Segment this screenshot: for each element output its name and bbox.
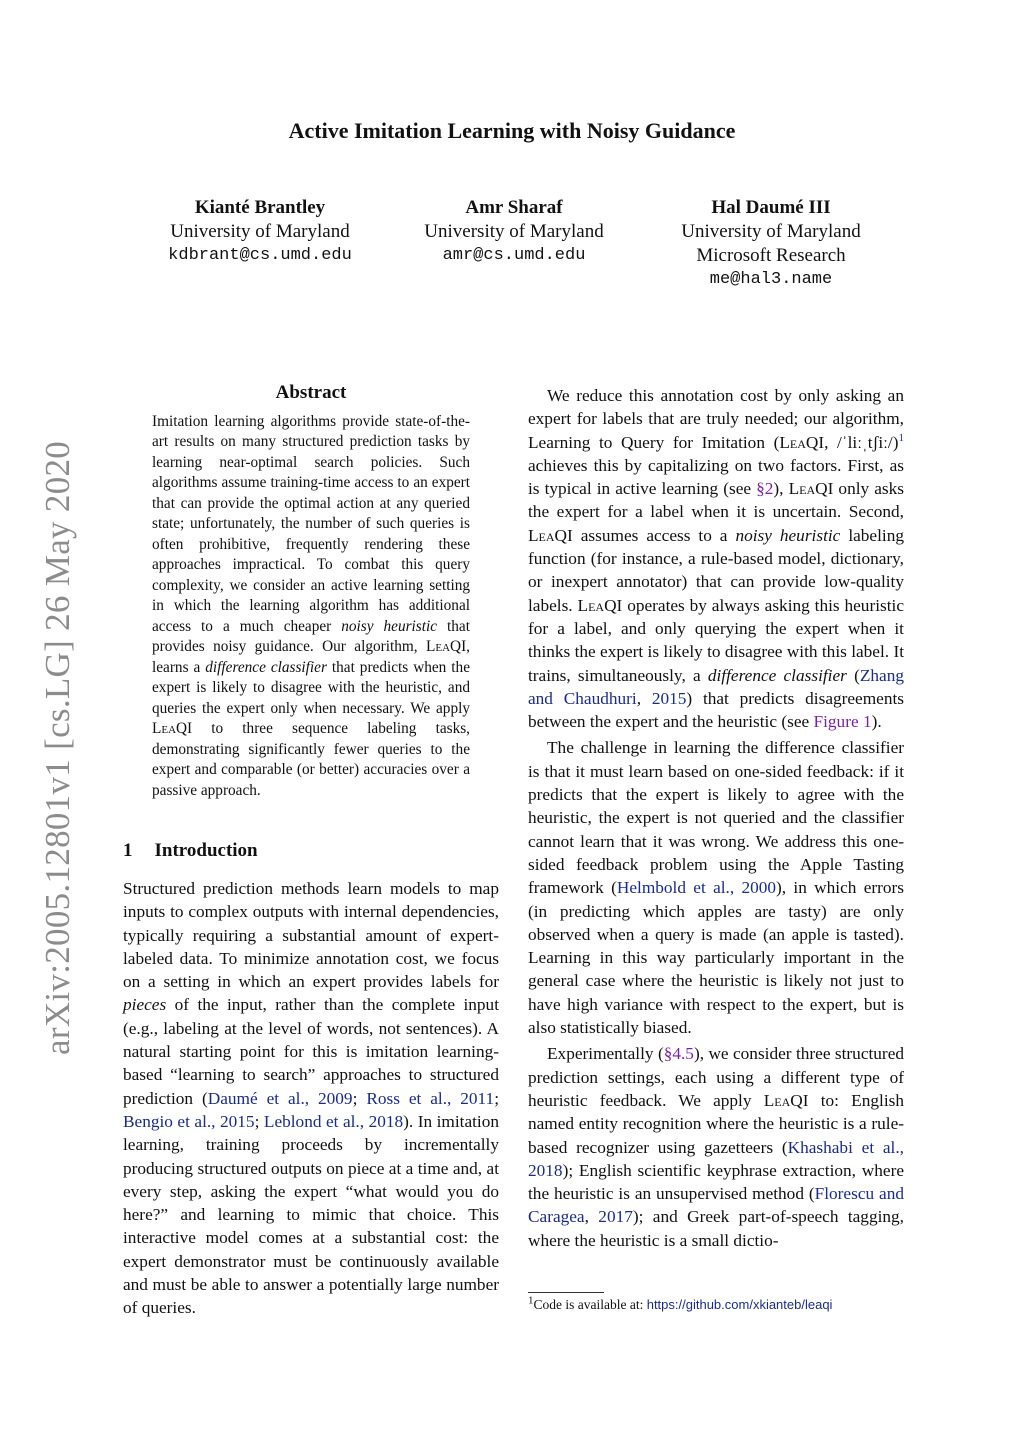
paper-title: Active Imitation Learning with Noisy Guidance [288, 118, 736, 143]
footnote: $^1$Code is available at: https://github.com/xkianteb/leaqi [528, 1294, 833, 1312]
author-email: kdbrant@cs.umd.edu [168, 246, 352, 265]
footnote-divider [528, 1292, 604, 1293]
abstract-section [152, 383, 470, 801]
introduction-paragraph: Structured prediction methods learn models to map inputs to complex outputs with internal dependencies, typically requiring a substantial amount of expert-labeled data. To minimize annotation cost, we focus on a setting in which an expert provides labels for pieces of the input, rather than the complete input (e.g., labeling at the level of words, not sentences). A natural starting point for this is imitation learning-based “learning to search” approaches to structured prediction (Daumé et al., 2009; Ross et al., 2011; Bengio et al., 2015; Leblond et al., 2018). In imitation learning, training proceeds by incrementally producing structured outputs on piece at a time and, at every step, asking the expert “what would you do here?” and learning to mimic that choice. This interactive model comes at a substantial cost: the expert demonstrator must be continuously available and must be able to answer a potentially large number of queries. [123, 879, 500, 1318]
citation-year-link[interactable]: 2017 [598, 1207, 633, 1227]
author-name: Kianté Brantley [194, 197, 326, 218]
paragraph: Experimentally (§4.5), we consider three structured prediction settings, each using a different type of heuristic feedback. We apply LeaQI to: English named entity recognition where the heuristic is a rule-based recognizer using gazetteers (Khashabi et al., 2018); English scientific keyphrase extraction, where the heuristic is an unsupervised method (Florescu and Caragea, 2017); and Greek part-of-speech tagging, where the heuristic is a small dictio- [528, 1044, 905, 1250]
abstract-heading: Abstract [275, 382, 347, 403]
citation-link[interactable]: Khashabi et al., 2018 [528, 1137, 904, 1180]
arxiv-sidebar-id: arXiv:2005.12801v1 [cs.LG] 26 May 2020 [38, 440, 77, 1055]
footnote-marker[interactable]: 1 [898, 431, 904, 444]
author-affiliation-2: Microsoft Research [696, 245, 846, 266]
author-block-2 [364, 196, 664, 268]
citation-link[interactable]: Zhang and Chaudhuri [528, 665, 905, 708]
author-email: amr@cs.umd.edu [442, 246, 586, 265]
section-link[interactable]: §2 [756, 479, 774, 499]
figure-link[interactable]: Figure 1 [813, 712, 872, 732]
author-affiliation: University of Maryland [170, 221, 350, 242]
author-block-3 [621, 196, 921, 292]
author-email: me@hal3.name [709, 270, 833, 289]
citation-link[interactable]: Bengio et al., 2015 [123, 1111, 255, 1131]
citation-link[interactable]: Helmbold et al., 2000 [616, 878, 777, 898]
abstract-text: Imitation learning algorithms provide state-of-the-art results on many structured prediction tasks by learning near-optimal search policies. Such algorithms assume training-time access to an expert that can provide the optimal action at any queried state; unfortunately, the number of such queries is often prohibitive, frequently rendering these approaches impractical. To combat this query complexity, we consider an active learning setting in which the learning algorithm has additional access to a much cheaper noisy heuristic that provides noisy guidance. Our algorithm, LeaQI, learns a difference classifier that predicts when the expert is likely to disagree with the heuristic, and queries the expert only when necessary. We apply LeaQI to three sequence labeling tasks, demonstrating significantly fewer queries to the expert and comparable (or better) accuracies over a passive approach. [152, 412, 470, 799]
citation-link[interactable]: Daumé et al., 2009 [207, 1088, 353, 1108]
leaqi-name: LeaQI [426, 638, 467, 655]
section-link[interactable]: §4.5 [663, 1044, 694, 1064]
author-affiliation: University of Maryland [424, 221, 604, 242]
citation-year-link[interactable]: 2015 [651, 688, 687, 708]
author-name: Hal Daumé III [711, 197, 831, 218]
paragraph: The challenge in learning the difference classifier is that it must learn based on one-sided feedback: if it predicts that the expert is likely to agree with the heuristic, the expert is not queried and the classifier cannot learn that it was wrong. We address this one-sided feedback problem using the Apple Tasting framework (Helmbold et al., 2000), in which errors (in predicting which apples are tasty) are only observed when a query is made (an apple is tasted). Learning in this way particularly important in the general case where the heuristic is likely not just to have high variance with respect to the expert, but is also statistically biased. [528, 738, 904, 1038]
citation-link[interactable]: Florescu and Caragea [528, 1184, 904, 1227]
author-affiliation: University of Maryland [681, 221, 861, 242]
section-heading-introduction: 1 Introduction [123, 840, 258, 861]
citation-link[interactable]: Ross et al., 2011 [366, 1088, 495, 1108]
paragraph: We reduce this annotation cost by only asking an expert for labels that are truly needed; our algorithm, Learning to Query for Imitation (LeaQI, /ˈliːˌtʃiː/)$^1$ achieves this by capitalizing on two factors. First, as is typical in active learning (see §2), LeaQI only asks the expert for a label when it is uncertain. Second, LeaQI assumes access to a noisy heuristic labeling function (for instance, a rule-based model, dictionary, or inexpert annotator) that can provide low-quality labels. LeaQI operates by always asking this heuristic for a label, and only querying the expert when it thinks the expert is likely to disagree with this label. It trains, simultaneously, a difference classifier (Zhang and Chaudhuri, 2015) that predicts disagreements between the expert and the heuristic (see Figure 1). [528, 386, 905, 732]
right-column-text [528, 384, 904, 1252]
author-name: Amr Sharaf [465, 197, 563, 218]
code-url-link[interactable]: https://github.com/xkianteb/leaqi [646, 1297, 833, 1312]
citation-link[interactable]: Leblond et al., 2018 [263, 1111, 404, 1131]
